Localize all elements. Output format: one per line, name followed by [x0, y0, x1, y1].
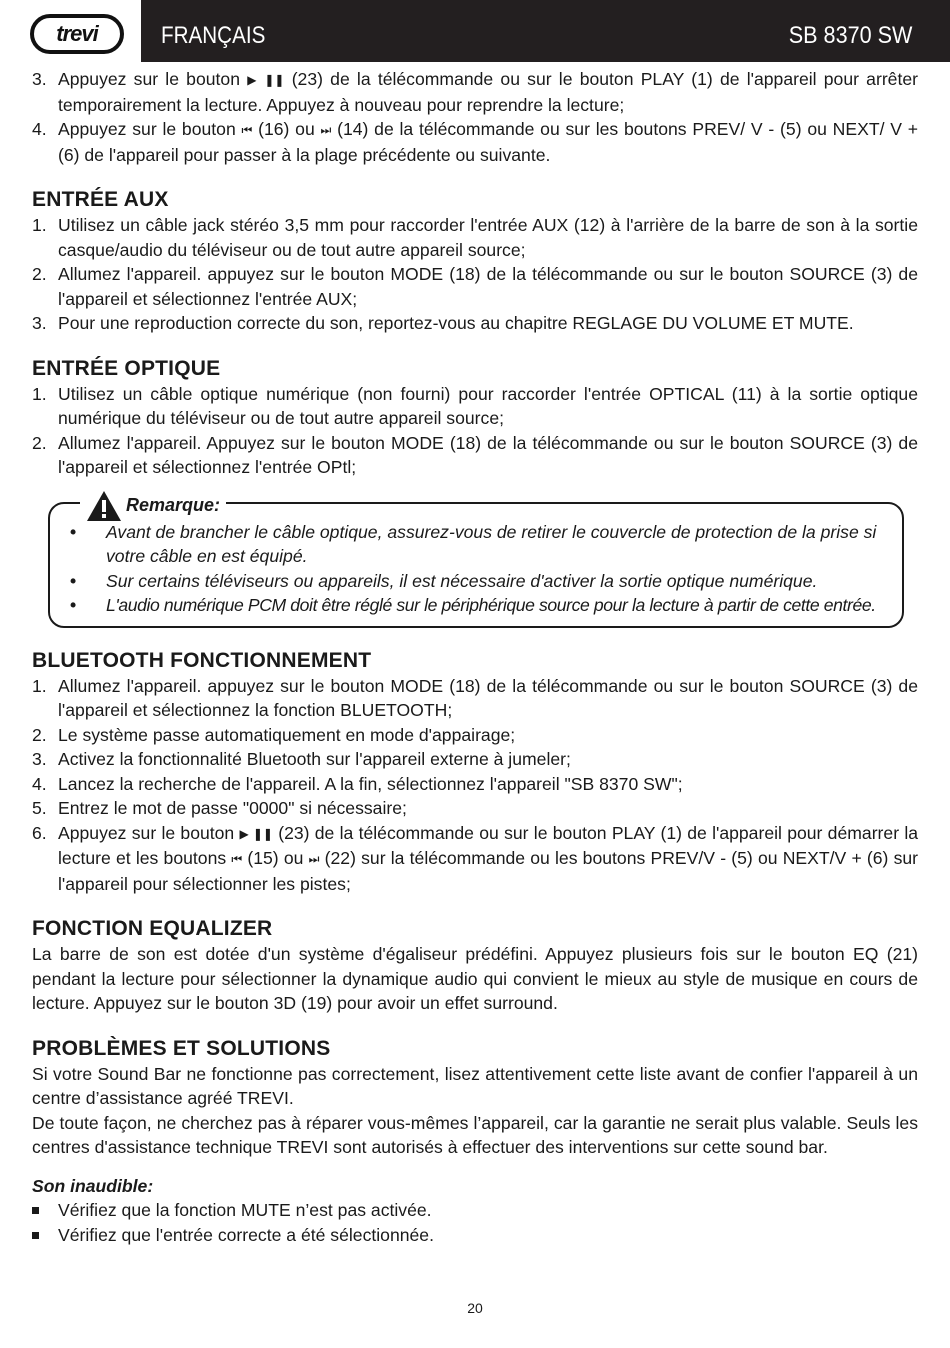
item-text: (23) de la télécommande ou sur le bouton PLAY (1) de l'appareil pour démarrer la lecture et les boutons	[58, 822, 919, 868]
page-content	[32, 67, 918, 1247]
item-text: Utilisez un câble optique numérique (non fourni) pour raccorder l'entrée OPTICAL (11) à la sortie optique numérique du téléviseur ou de tout autre appareil source;	[58, 383, 918, 428]
item-text: Utilisez un câble jack stéréo 3,5 mm pour raccorder l'entrée AUX (12) à l'arrière de la barre de son à la sortie casque/audio du téléviseur ou de tout autre appareil source;	[58, 215, 918, 260]
section-title-aux: ENTRÉE AUX	[32, 188, 169, 211]
item-text: (15) ou	[247, 848, 304, 868]
note-header	[80, 490, 226, 522]
note-box	[48, 495, 904, 628]
item-text: Appuyez sur le bouton	[58, 119, 236, 139]
next-icon: ⏭	[320, 123, 332, 137]
model-label: SB 8370 SW	[788, 22, 912, 49]
list-item	[32, 723, 918, 748]
play-pause-icon: ▶ ❚❚	[247, 73, 285, 87]
section-title-equalizer: FONCTION EQUALIZER	[32, 917, 273, 940]
square-bullet-icon	[32, 1207, 39, 1214]
item-text: Allumez l'appareil. appuyez sur le bouton MODE (18) de la télécommande ou sur le bouton SOURCE (3) de l'appareil et sélectionnez la fonction BLUETOOTH;	[58, 675, 918, 720]
item-text: Allumez l'appareil. appuyez sur le bouton MODE (18) de la télécommande ou sur le bouton SOURCE (3) de l'appareil et sélectionnez l'entrée AUX;	[58, 264, 918, 309]
item-text: Vérifiez que la fonction MUTE n’est pas activée.	[58, 1200, 432, 1220]
list-item	[32, 796, 918, 821]
section-title-problems: PROBLÈMES ET SOLUTIONS	[32, 1036, 331, 1060]
note-bullet: • L'audio numérique PCM doit être réglé sur le périphérique source pour la lecture à partir de cette entrée.	[70, 595, 876, 615]
note-text: Avant de brancher le câble optique, assurez-vous de retirer le couvercle de protection de la prise si votre câble en est équipé.	[106, 521, 877, 566]
list-item	[32, 311, 918, 336]
section-title-optical: ENTRÉE OPTIQUE	[32, 356, 221, 380]
item-number: 3.	[32, 313, 47, 333]
list-item	[32, 431, 918, 480]
item-text: (22) sur la télécommande ou les boutons PREV/V - (5) ou NEXT/V + (6) sur l'appareil pour sélectionner les pistes;	[58, 848, 919, 894]
list-item	[32, 213, 918, 262]
equalizer-text: La barre de son est dotée d'un système d'égaliseur prédéfini. Appuyez plusieurs fois sur le bouton EQ (21) pendant la lecture pour sélectionner la dynamique audio qui convient le mieux au style de musique en cours de lecture. Appuyez sur le bouton 3D (19) pour avoir un effet surround.	[32, 944, 918, 1013]
item-number: 3.	[32, 749, 47, 769]
list-item	[32, 821, 918, 897]
item-number: 2.	[32, 432, 47, 453]
item-number: 6.	[32, 822, 47, 843]
item-text: Entrez le mot de passe "0000" si nécessaire;	[58, 798, 407, 818]
problems-paragraph-2: De toute façon, ne cherchez pas à réparer vous-mêmes l’appareil, car la garantie ne serait plus valable. Seuls les centres d'assistance technique TREVI sont autorisés à effectuer des interventions sur cette sound bar.	[32, 1112, 918, 1157]
square-bullet-icon	[32, 1232, 39, 1239]
problems-paragraph-1: Si votre Sound Bar ne fonctionne pas correctement, lisez attentivement cette liste avant de confier l'appareil à un centre d’assistance agréé TREVI.	[32, 1063, 918, 1108]
item-text: Le système passe automatiquement en mode d'appairage;	[58, 724, 516, 745]
item-number: 3.	[32, 69, 47, 89]
item-number: 4.	[32, 119, 47, 139]
list-item	[32, 262, 918, 311]
prev-icon: ⏮	[241, 123, 253, 137]
item-text: Vérifiez que l'entrée correcte a été sélectionnée.	[58, 1224, 434, 1245]
list-item	[32, 747, 918, 772]
prev-icon: ⏮	[231, 852, 243, 866]
page-header	[0, 0, 950, 62]
item-number: 2.	[32, 724, 47, 745]
logo-area	[0, 0, 141, 62]
list-item	[32, 1198, 918, 1223]
page-number: 20	[467, 1300, 483, 1316]
item-number: 1.	[32, 215, 47, 235]
list-item	[32, 382, 918, 431]
item-number: 5.	[32, 798, 47, 818]
note-label: Remarque:	[126, 495, 221, 515]
next-icon: ⏭	[308, 852, 320, 866]
list-item	[32, 1223, 918, 1248]
warning-icon	[86, 490, 122, 522]
list-item	[32, 674, 918, 723]
item-number: 1.	[32, 675, 47, 696]
item-text: Lancez la recherche de l'appareil. A la fin, sélectionnez l'appareil "SB 8370 SW";	[58, 773, 683, 794]
play-pause-icon: ▶ ❚❚	[239, 826, 273, 841]
item-number: 4.	[32, 773, 47, 794]
note-bullet: • Sur certains téléviseurs ou appareils, il est nécessaire d'activer la sortie optique numérique.	[70, 570, 818, 591]
list-item	[32, 67, 918, 117]
language-label: FRANÇAIS	[161, 22, 266, 49]
section-title-bluetooth: BLUETOOTH FONCTIONNEMENT	[32, 648, 372, 672]
item-number: 2.	[32, 264, 47, 284]
item-text: (16) ou	[258, 119, 315, 139]
item-text: Appuyez sur le bouton	[58, 69, 240, 89]
note-bullet: • Avant de brancher le câble optique, assurez-vous de retirer le couvercle de protection de la prise si votre câble en est équipé.	[70, 521, 877, 566]
list-item	[32, 772, 918, 797]
item-text: Pour une reproduction correcte du son, reportez-vous au chapitre REGLAGE DU VOLUME ET MUTE.	[58, 313, 854, 333]
trevi-logo: trevi	[30, 14, 124, 54]
header-bar	[141, 0, 950, 62]
item-text: Allumez l'appareil. Appuyez sur le bouton MODE (18) de la télécommande ou sur le bouton SOURCE (3) de l'appareil et sélectionnez l'entrée OPtl;	[58, 432, 918, 477]
note-text: Sur certains téléviseurs ou appareils, il est nécessaire d'activer la sortie optique numérique.	[106, 570, 818, 591]
item-text: (14) de la télécommande ou sur les boutons PREV/ V - (5) ou NEXT/ V + (6) de l'appareil pour passer à la plage précédente ou suivante.	[58, 119, 919, 165]
list-item	[32, 117, 918, 167]
item-text: (23) de la télécommande ou sur le bouton PLAY (1) de l'appareil pour arrêter temporairement la lecture. Appuyez à nouveau pour reprendre la lecture;	[58, 69, 918, 115]
subsection-title: Son inaudible:	[32, 1175, 154, 1196]
item-text: Appuyez sur le bouton	[58, 822, 235, 843]
item-text: Activez la fonctionnalité Bluetooth sur l'appareil externe à jumeler;	[58, 749, 571, 769]
note-text: L'audio numérique PCM doit être réglé sur le périphérique source pour la lecture à partir de cette entrée.	[106, 595, 876, 615]
item-number: 1.	[32, 383, 47, 404]
